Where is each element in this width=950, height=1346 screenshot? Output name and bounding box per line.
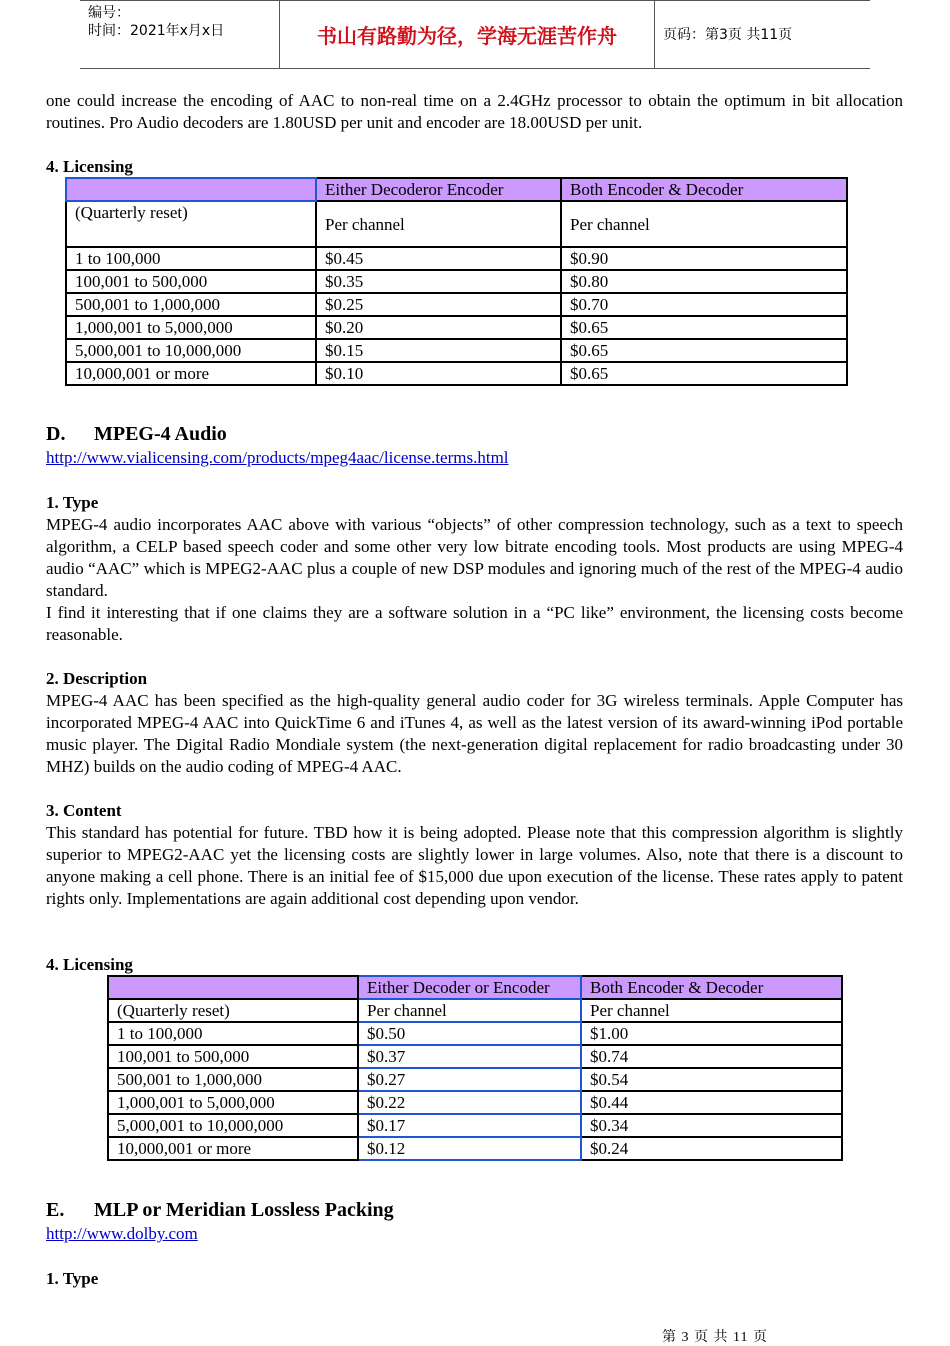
section-d-type-text-2: I find it interesting that if one claims they are a software solution in a “PC like” environment, the licensing costs become reasonable.: [46, 603, 903, 644]
table-cell: $0.65: [561, 339, 847, 362]
table-cell: $0.65: [561, 362, 847, 385]
table-row: [66, 201, 847, 247]
table-cell: $1.00: [581, 1022, 842, 1045]
table-cell: $0.45: [316, 247, 561, 270]
table-row: [108, 1022, 842, 1045]
table-cell: 1,000,001 to 5,000,000: [108, 1091, 358, 1114]
section-d-title: MPEG-4 Audio: [94, 423, 227, 445]
table-cell: $0.70: [561, 293, 847, 316]
table-cell: 1 to 100,000: [108, 1022, 358, 1045]
section-d-description-heading: 2. Description: [46, 669, 148, 688]
header-motto: 书山有路勤为径，学海无涯苦作舟: [280, 0, 655, 68]
table-cell: $0.90: [561, 247, 847, 270]
table-cell: Per channel: [358, 999, 581, 1022]
table-cell: $0.80: [561, 270, 847, 293]
table-cell: $0.35: [316, 270, 561, 293]
section-d-link[interactable]: http://www.vialicensing.com/products/mpeg4aac/license.terms.html: [46, 448, 509, 467]
table-cell: 5,000,001 to 10,000,000: [108, 1114, 358, 1137]
table-cell: $0.15: [316, 339, 561, 362]
table-cell: $0.20: [316, 316, 561, 339]
table-row: [108, 1068, 842, 1091]
table-row: [108, 1045, 842, 1068]
table-cell: 500,001 to 1,000,000: [108, 1068, 358, 1091]
table-row: [66, 362, 847, 385]
table-row: [66, 293, 847, 316]
table-cell: $0.17: [358, 1114, 581, 1137]
page-header: [80, 0, 870, 69]
table-row: [66, 270, 847, 293]
intro-paragraph: one could increase the encoding of AAC to non-real time on a 2.4GHz processor to obtain the optimum in bit allocation routines. Pro Audio decoders are 1.80USD per unit and encoder are 18.00USD per unit.: [46, 91, 903, 132]
table-cell: $0.74: [581, 1045, 842, 1068]
table-row: [108, 999, 842, 1022]
licensing1-table: [65, 177, 848, 386]
header-page-info: 页码：第3页 共11页: [663, 27, 793, 43]
table-cell: 500,001 to 1,000,000: [66, 293, 316, 316]
table-cell: (Quarterly reset): [66, 201, 316, 247]
table-header-cell: [66, 178, 316, 201]
table-header-cell: [108, 976, 358, 999]
table-cell: Per channel: [581, 999, 842, 1022]
number-label: 编号：: [88, 5, 130, 21]
table-cell: $0.10: [316, 362, 561, 385]
table-row: [66, 339, 847, 362]
section-d-number: D.: [46, 423, 66, 445]
time-label: 时间：2021年x月x日: [88, 23, 225, 39]
table-cell: 5,000,001 to 10,000,000: [66, 339, 316, 362]
table-header-row: [66, 178, 847, 201]
table-header-row: [108, 976, 842, 999]
table-row: [66, 316, 847, 339]
section-e-number: E.: [46, 1199, 65, 1221]
section-e-type-heading: 1. Type: [46, 1269, 99, 1288]
section-d-description-text: MPEG-4 AAC has been specified as the high-quality general audio coder for 3G wireless terminals. Apple Computer has incorporated MPEG-4 AAC into QuickTime 6 and iTunes 4, as well as the latest version of its award-winning iPod portable music player. The Digital Radio Mondiale system (the next-generation digital replacement for radio broadcasting under 30 MHZ) builds on the audio coding of MPEG-4 AAC.: [46, 691, 903, 776]
table-cell: $0.12: [358, 1137, 581, 1160]
section-e-link[interactable]: http://www.dolby.com: [46, 1224, 198, 1243]
table-cell: $0.27: [358, 1068, 581, 1091]
section-d-content-text: This standard has potential for future. TBD how it is being adopted. Please note that this compression algorithm is slightly superior to MPEG2-AAC yet the licensing costs are slightly lower in large volumes. Also, note that there is a discount to anyone making a cell phone. There is an initial fee of $15,000 due upon execution of the license. These rates apply to patent rights only. Implementations are again additional cost depending upon vendor.: [46, 823, 903, 908]
page-footer: 第 3 页 共 11 页: [662, 1330, 768, 1345]
table-cell: 100,001 to 500,000: [66, 270, 316, 293]
table-cell: $0.54: [581, 1068, 842, 1091]
licensing2-table: [107, 975, 843, 1161]
section-d-heading: [46, 423, 227, 446]
table-row: [66, 247, 847, 270]
table-cell: $0.24: [581, 1137, 842, 1160]
table-cell: 1,000,001 to 5,000,000: [66, 316, 316, 339]
table-cell: $0.44: [581, 1091, 842, 1114]
table-cell: $0.37: [358, 1045, 581, 1068]
table-row: [108, 1091, 842, 1114]
licensing1-heading: 4. Licensing: [46, 157, 133, 176]
table-row: [108, 1114, 842, 1137]
table-row: [108, 1137, 842, 1160]
table-header-cell: Either Decoder or Encoder: [358, 976, 581, 999]
table-cell: (Quarterly reset): [108, 999, 358, 1022]
section-d-type-text: MPEG-4 audio incorporates AAC above with various “objects” of other compression technology, such as a text to speech algorithm, a CELP based speech coder and some other very low bitrate encoding tools. Most products are using MPEG-4 audio “AAC” which is MPEG2-AAC plus a couple of new DSP modules and ignoring much of the rest of the MPEG-4 audio standard.: [46, 515, 903, 600]
section-e-title: MLP or Meridian Lossless Packing: [94, 1199, 394, 1221]
header-meta: [80, 0, 280, 68]
table-cell: 1 to 100,000: [66, 247, 316, 270]
table-header-cell: Both Encoder & Decoder: [581, 976, 842, 999]
table-cell: Per channel: [316, 201, 561, 247]
table-cell: $0.34: [581, 1114, 842, 1137]
table-cell: $0.22: [358, 1091, 581, 1114]
table-cell: $0.25: [316, 293, 561, 316]
table-cell: 10,000,001 or more: [66, 362, 316, 385]
table-header-cell: Both Encoder & Decoder: [561, 178, 847, 201]
section-d-type-heading: 1. Type: [46, 493, 99, 512]
table-cell: $0.50: [358, 1022, 581, 1045]
table-cell: $0.65: [561, 316, 847, 339]
table-cell: 100,001 to 500,000: [108, 1045, 358, 1068]
table-cell: 10,000,001 or more: [108, 1137, 358, 1160]
section-d-content-heading: 3. Content: [46, 801, 122, 820]
section-e-heading: [46, 1199, 394, 1222]
table-header-cell: Either Decoderor Encoder: [316, 178, 561, 201]
section-d-licensing-heading: 4. Licensing: [46, 955, 133, 974]
table-cell: Per channel: [561, 201, 847, 247]
